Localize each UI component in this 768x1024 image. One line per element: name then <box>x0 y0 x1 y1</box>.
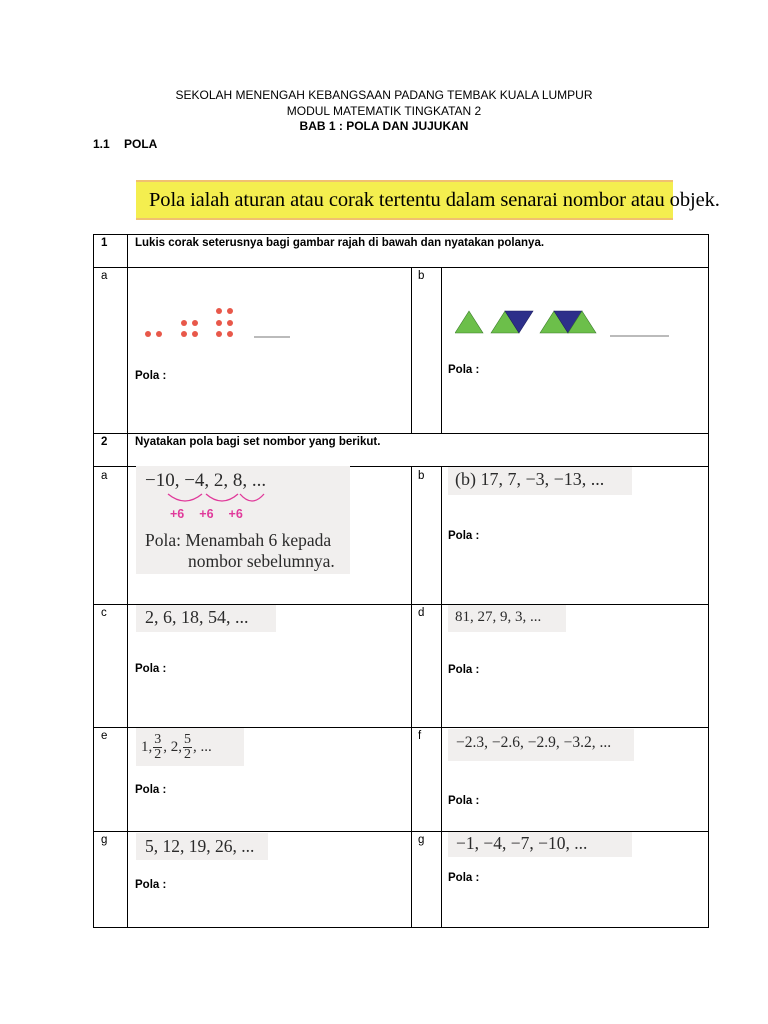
q2e-letter: e <box>101 730 108 742</box>
q2e-pola-label: Pola : <box>135 784 167 796</box>
dot <box>145 331 151 337</box>
dot <box>181 331 187 337</box>
q2f-sequence: −2.3, −2.6, −2.9, −3.2, ... <box>456 734 612 751</box>
q2c-sequence: 2, 6, 18, 54, ... <box>145 607 249 627</box>
step-arrow <box>168 494 202 501</box>
green-triangle <box>455 311 483 333</box>
q2c-letter: c <box>101 607 107 619</box>
dot <box>192 320 198 326</box>
q2g-right-pola-label: Pola : <box>448 872 480 884</box>
q2c-pola-label: Pola : <box>135 663 167 675</box>
dot <box>227 308 233 314</box>
q2f-letter: f <box>418 730 422 742</box>
triangle-pattern-figure <box>455 309 675 339</box>
step-labels <box>170 507 243 521</box>
dot <box>216 308 222 314</box>
q2d-sequence: 81, 27, 9, 3, ... <box>455 609 542 625</box>
section-number: 1.1 <box>93 137 110 151</box>
q1a-pola-label: Pola : <box>135 370 167 382</box>
q2e-seq-start: 1, <box>141 738 153 755</box>
dot <box>227 320 233 326</box>
fraction-numerator: 5 <box>184 731 191 747</box>
document-header <box>0 88 768 135</box>
step-arrow <box>206 494 238 501</box>
dot <box>216 320 222 326</box>
dot <box>192 331 198 337</box>
q2g-right-sequence: −1, −4, −7, −10, ... <box>456 833 588 853</box>
fraction-five-halves <box>183 733 192 762</box>
q2e-seq-mid: , 2, <box>163 738 182 755</box>
question-1-number: 1 <box>101 237 108 249</box>
example-answer-line-2: nombor sebelumnya. <box>188 551 335 571</box>
dot <box>216 331 222 337</box>
section-title: POLA <box>124 137 158 151</box>
q2g-left-pola-label: Pola : <box>135 879 167 891</box>
dot-pattern-figure <box>140 302 300 342</box>
question-2-number: 2 <box>101 436 108 448</box>
q2a-letter: a <box>101 470 108 482</box>
fraction-denominator: 2 <box>154 746 162 762</box>
q1b-letter: b <box>418 270 425 282</box>
q2g-right-letter: g <box>418 834 425 846</box>
dot <box>227 331 233 337</box>
question-1-instruction: Lukis corak seterusnya bagi gambar rajah di bawah dan nyatakan polanya. <box>135 237 545 249</box>
q2b-letter: b <box>418 470 425 482</box>
step-label: +6 <box>170 507 185 521</box>
q2d-letter: d <box>418 607 425 619</box>
q1b-pola-label: Pola : <box>448 364 480 376</box>
fraction-denominator: 2 <box>184 746 191 762</box>
question-2-instruction: Nyatakan pola bagi set nombor yang berikut. <box>135 436 381 448</box>
q1a-letter: a <box>101 270 108 282</box>
q2g-left-sequence: 5, 12, 19, 26, ... <box>145 836 255 856</box>
step-label: +6 <box>228 507 243 521</box>
q2b-sequence: (b) 17, 7, −3, −13, ... <box>455 469 605 489</box>
q2e-seq-end: , ... <box>193 738 212 755</box>
q2g-left-letter: g <box>101 834 108 846</box>
step-arrow <box>240 494 264 501</box>
q2f-pola-label: Pola : <box>448 795 480 807</box>
fraction-three-halves <box>153 733 162 762</box>
step-label: +6 <box>199 507 214 521</box>
q2a-sequence: −10, −4, 2, 8, ... <box>145 470 267 491</box>
definition-box: Pola ialah aturan atau corak tertentu dalam senarai nombor atau objek. <box>136 180 673 220</box>
example-answer-line-1: Pola: Menambah 6 kepada <box>145 530 332 550</box>
dot <box>181 320 187 326</box>
q2e-sequence <box>141 730 212 764</box>
fraction-numerator: 3 <box>154 731 162 747</box>
q2d-pola-label: Pola : <box>448 664 480 676</box>
chapter-title: BAB 1 : POLA DAN JUJUKAN <box>299 119 469 133</box>
dot <box>156 331 162 337</box>
section-heading <box>93 137 157 151</box>
q2b-pola-label: Pola : <box>448 530 480 542</box>
school-name: SEKOLAH MENENGAH KEBANGSAAN PADANG TEMBAK KUALA LUMPUR <box>175 88 593 102</box>
module-title: MODUL MATEMATIK TINGKATAN 2 <box>286 103 482 118</box>
